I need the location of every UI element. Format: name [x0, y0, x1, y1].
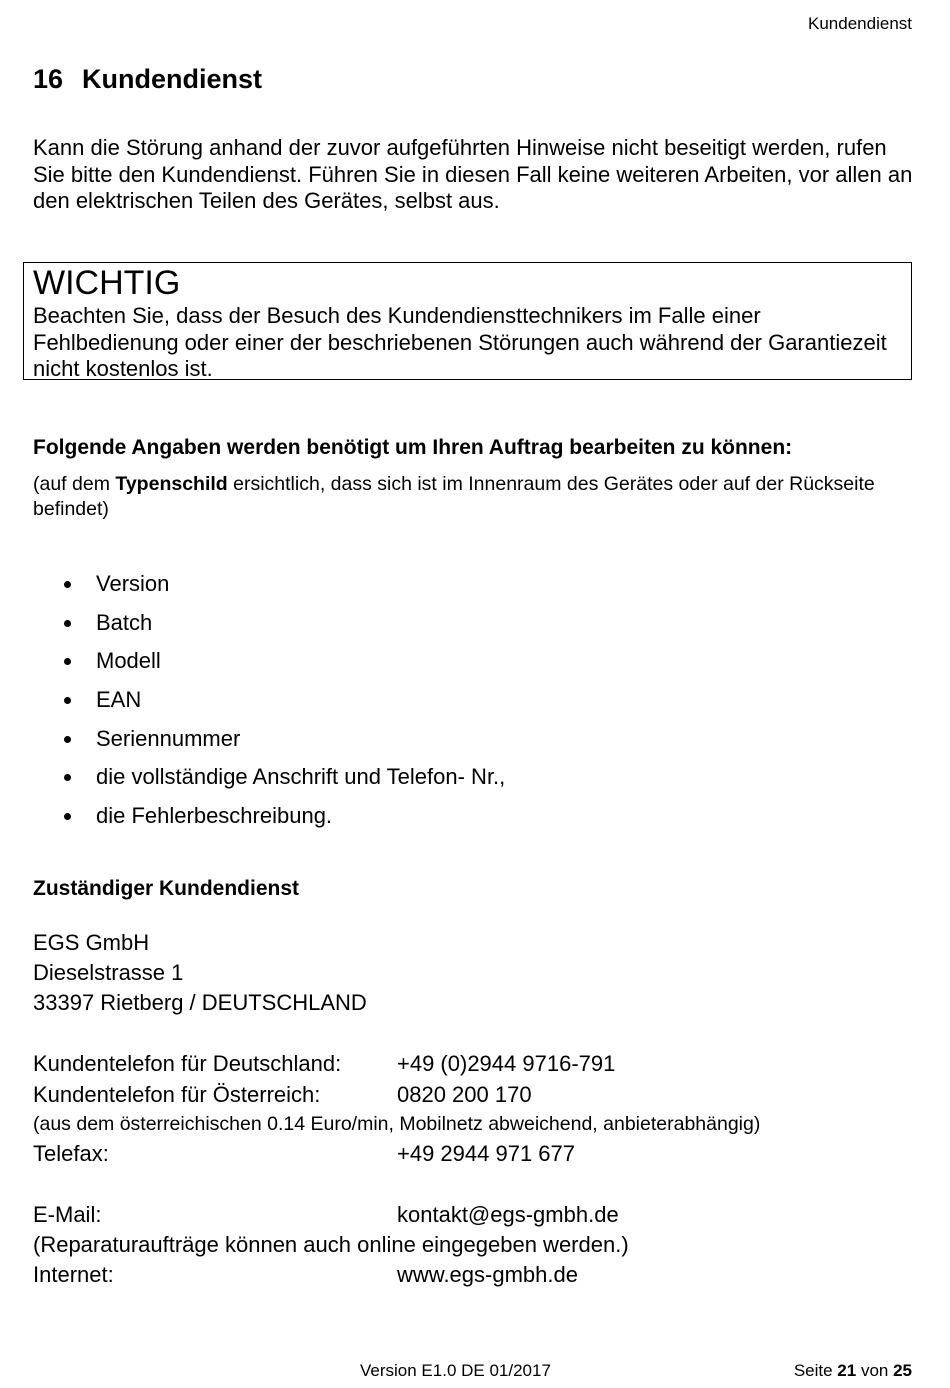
list-item-label: EAN — [96, 687, 142, 713]
page-mid: von — [856, 1361, 894, 1380]
phone-at-label: Kundentelefon für Österreich: — [33, 1082, 321, 1107]
section-heading — [33, 64, 262, 95]
requirements-note — [33, 472, 903, 522]
warning-text: Beachten Sie, dass der Besuch des Kundendiensttechnikers im Falle einer Fehlbedienung oder einer der beschriebenen Störungen auch während der Garantiezeit nicht kostenlos ist. — [33, 303, 887, 381]
footer-version: Version E1.0 DE 01/2017 — [360, 1361, 551, 1380]
warning-box — [23, 262, 912, 380]
requirements-note-prefix: (auf dem — [33, 473, 116, 495]
phone-de-value: +49 (0)2944 9716-791 — [397, 1051, 616, 1076]
company-name: EGS GmbH — [33, 930, 150, 955]
list-item-label: Seriennummer — [96, 725, 241, 751]
intro-paragraph: Kann die Störung anhand der zuvor aufgeführten Hinweise nicht beseitigt werden, rufen Sie bitte den Kundendienst. Führen Sie in diesen Fall keine weiteren Arbeiten, vor allen an den elektrischen Teilen des Gerätes, selbst aus. — [33, 135, 913, 213]
phone-at-note: (aus dem österreichischen 0.14 Euro/min, Mobilnetz abweichend, anbieterabhängig) — [33, 1113, 761, 1135]
bullet-icon — [64, 813, 71, 820]
list-item-label: die Fehlerbeschreibung. — [96, 803, 333, 829]
warning-title: WICHTIG — [33, 264, 181, 302]
list-item-label: Version — [96, 571, 170, 596]
fax-value: +49 2944 971 677 — [397, 1141, 576, 1166]
service-heading: Zuständiger Kundendienst — [33, 877, 300, 900]
phone-at-value: 0820 200 170 — [397, 1082, 532, 1107]
running-head: Kundendienst — [808, 14, 912, 33]
page-total: 25 — [893, 1361, 912, 1380]
list-item-label: Modell — [96, 648, 161, 674]
bullet-icon — [64, 736, 71, 743]
requirements-note-suffix: ersichtlich, dass sich ist im Innenraum des Gerätes oder auf der Rückseite befindet) — [33, 473, 875, 520]
company-city: 33397 Rietberg / DEUTSCHLAND — [33, 990, 367, 1015]
fax-label: Telefax: — [33, 1141, 109, 1166]
bullet-icon — [64, 697, 71, 704]
phone-de-label: Kundentelefon für Deutschland: — [33, 1051, 342, 1076]
footer-page-number — [794, 1361, 912, 1381]
bullet-icon — [64, 581, 71, 588]
bullet-icon — [64, 658, 71, 665]
online-note: (Reparaturaufträge können auch online eingegeben werden.) — [33, 1232, 629, 1257]
section-title: Kundendienst — [82, 64, 262, 94]
requirements-note-bold: Typenschild — [115, 473, 228, 495]
internet-link[interactable]: www.egs-gmbh.de — [397, 1262, 578, 1287]
list-item-label: Batch — [96, 609, 153, 635]
list-item-label: die vollständige Anschrift und Telefon- Nr., — [96, 764, 506, 790]
bullet-icon — [64, 620, 71, 627]
page-prefix: Seite — [793, 1361, 838, 1380]
email-label: E-Mail: — [33, 1202, 102, 1227]
page-current: 21 — [837, 1361, 857, 1380]
email-link[interactable]: kontakt@egs-gmbh.de — [397, 1202, 619, 1227]
requirements-heading: Folgende Angaben werden benötigt um Ihren Auftrag bearbeiten zu können: — [33, 436, 793, 459]
company-street: Dieselstrasse 1 — [33, 960, 184, 985]
bullet-icon — [64, 774, 71, 781]
section-number: 16 — [33, 64, 64, 94]
internet-label: Internet: — [33, 1262, 114, 1287]
